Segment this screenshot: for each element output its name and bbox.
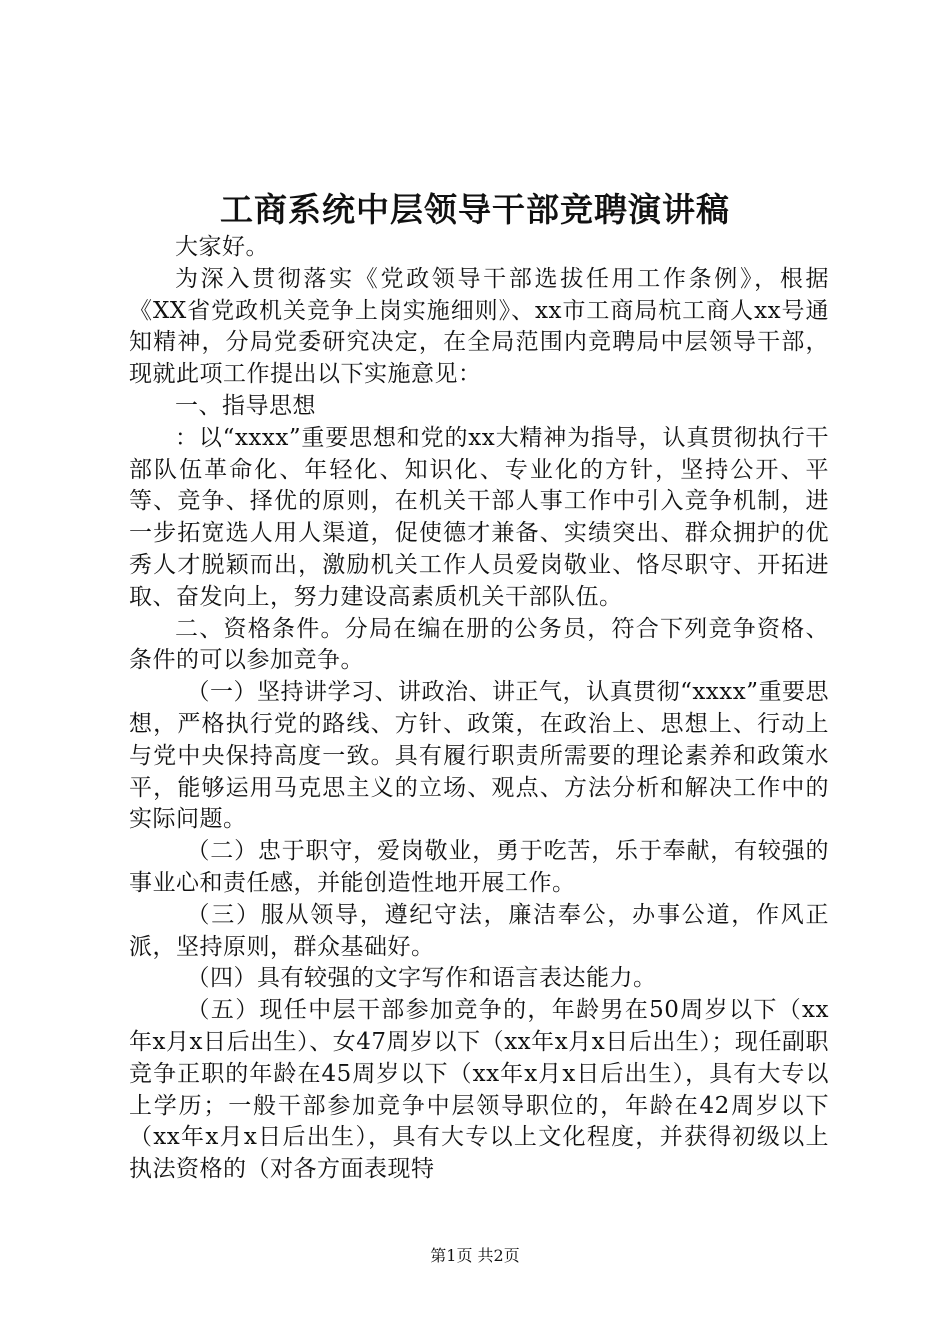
document-title: 工商系统中层领导干部竞聘演讲稿 xyxy=(220,190,730,229)
paragraph-qualification-3: （三）服从领导，遵纪守法，廉洁奉公，办事公道，作风正派，坚持原则，群众基础好。 xyxy=(129,901,829,960)
paragraph-qualification-2: （二）忠于职守，爱岗敬业，勇于吃苦，乐于奉献，有较强的事业心和责任感，并能创造性地开展工作。 xyxy=(129,838,829,896)
paragraph-qualification-1: （一）坚持讲学习、讲政治、讲正气，认真贯彻“xxxx”重要思想，严格执行党的路线、方针、政策，在政治上、思想上、行动上与党中央保持高度一致。具有履行职责所需要的理论素养和政策水平，能够运用马克思主义的立场、观点、方法分析和解决工作中的实际问题。 xyxy=(129,679,829,833)
page-number-footer: 第1页 共2页 xyxy=(430,1246,520,1265)
paragraph-greeting: 大家好。 xyxy=(175,234,269,260)
document-body xyxy=(129,232,829,1186)
paragraph-intro: 为深入贯彻落实《党政领导干部选拔任用工作条例》，根据《XX省党政机关竞争上岗实施细则》、xx市工商局杭工商人xx号通知精神，分局党委研究决定，在全局范围内竞聘局中层领导干部，现就此项工作提出以下实施意见： xyxy=(129,265,829,388)
heading-qualifications: 二、资格条件。分局在编在册的公务员，符合下列竞争资格、条件的可以参加竞争。 xyxy=(129,615,829,674)
paragraph-qualification-4: （四）具有较强的文字写作和语言表达能力。 xyxy=(186,965,657,992)
paragraph-qualification-5: （五）现任中层干部参加竞争的，年龄男在50周岁以下（xx年x月x日后出生）、女47周岁以下（xx年x月x日后出生）；现任副职竞争正职的年龄在45周岁以下（xx年x月x日后出生），具有大专以上学历；一般干部参加竞争中层领导职位的，年龄在42周岁以下（xx年x月x日后出生），具有大专以上文化程度，并获得初级以上执法资格的（对各方面表现特 xyxy=(129,997,829,1183)
heading-guiding-ideology: 一、指导思想 xyxy=(175,392,316,419)
paragraph-guiding-ideology: ：以“xxxx”重要思想和党的xx大精神为指导，认真贯彻执行干部队伍革命化、年轻化、知识化、专业化的方针，坚持公开、平等、竞争、择优的原则，在机关干部人事工作中引入竞争机制，进一步拓宽选人用人渠道，促使德才兼备、实绩突出、群众拥护的优秀人才脱颖而出，激励机关工作人员爱岗敬业、恪尽职守、开拓进取、奋发向上，努力建设高素质机关干部队伍。 xyxy=(129,424,829,610)
